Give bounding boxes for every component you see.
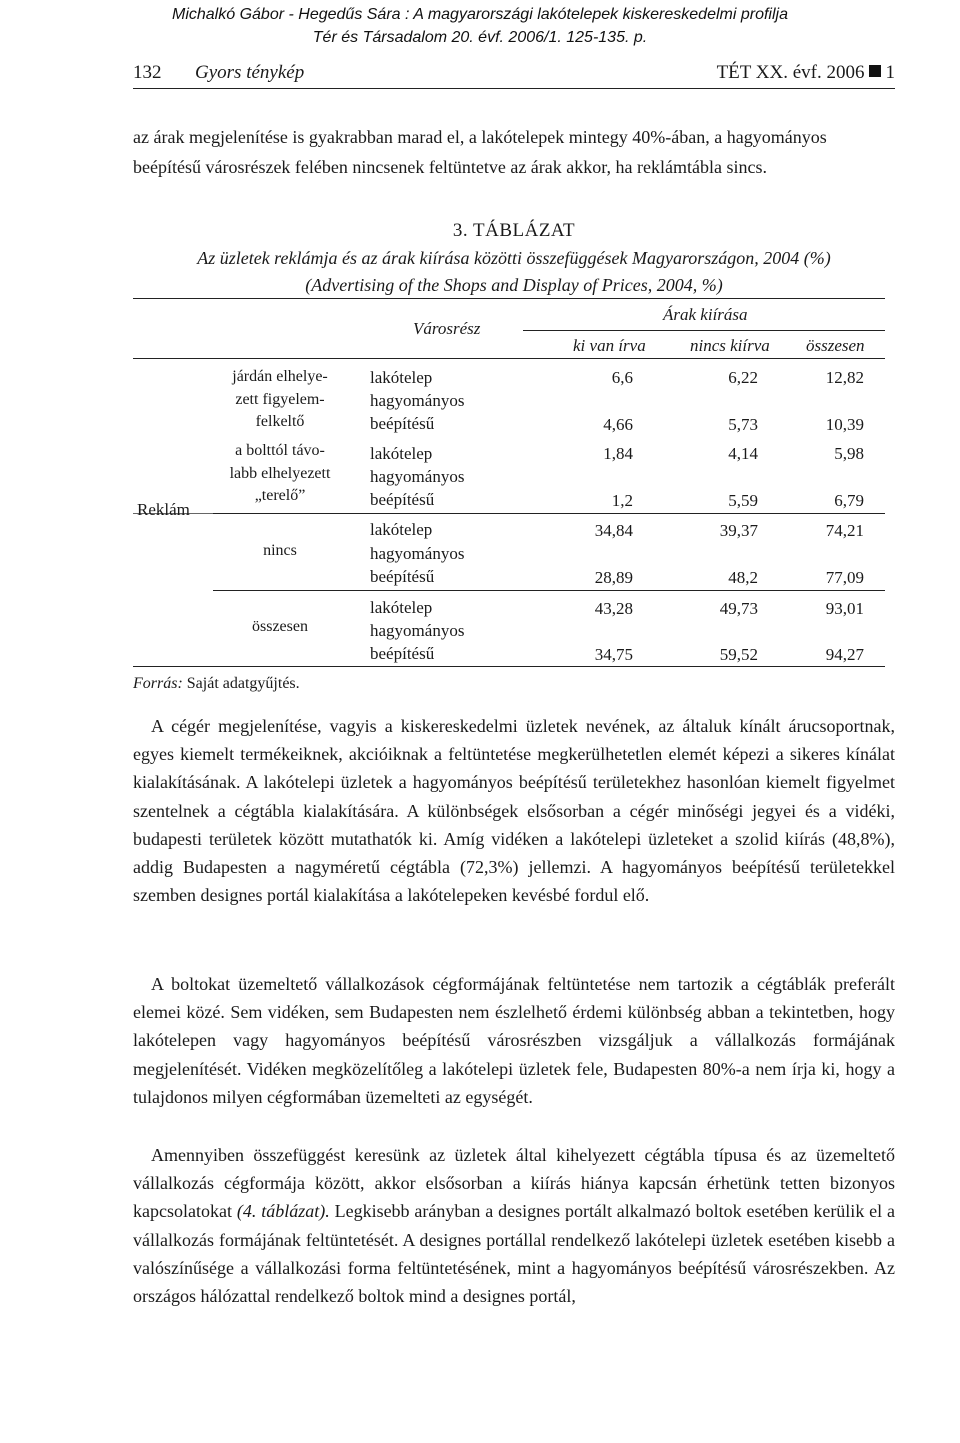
table-cell: 49,73	[719, 599, 758, 618]
table-reference: (4. táblázat).	[236, 1201, 330, 1222]
journal-issue-number: 1	[885, 62, 895, 83]
table-title: 3. TÁBLÁZAT	[452, 220, 576, 241]
table-cell: 34,84	[594, 521, 633, 540]
table-caption-english: (Advertising of the Shops and Display of Prices, 2004, %)	[305, 275, 723, 295]
group-label-line: nincs	[263, 542, 297, 559]
citation-line-source: Tér és Társadalom 20. évf. 2006/1. 125-135. p.	[312, 29, 648, 46]
area-beepitesu: beépítésű	[370, 414, 435, 433]
group-label-line: labb elhelyezett	[229, 464, 331, 482]
paragraph-intro: az árak megjelenítése is gyakrabban marad el, a lakótelepek mintegy 40%-ában, a hagyományos beépítésű városrészek felében nincsenek feltüntetve az árak akkor, ha reklámtábla sincs.	[133, 127, 827, 177]
table-cell: 6,79	[834, 491, 864, 510]
area-lakotelep: lakótelep	[370, 598, 433, 617]
table-source	[133, 675, 300, 693]
group-label-line: felkeltő	[255, 413, 305, 430]
area-beepitesu: beépítésű	[370, 490, 435, 509]
table-cell: 43,28	[594, 599, 633, 618]
paragraph-cegforma: A boltokat üzemeltető vállalkozások cégformájának feltüntetése nem tartozik a cégtáblák preferált elemei közé. Sem vidéken, sem Budapesten nem észlelhető érdemi különbség abban a tekintetben, hogy lakótelepen vagy hagyományos beépítésű városrészben vizsgáljuk a vállalkozás formájának megjelenítését. Vidéken megközelítőleg a lakótelepi üzletek fele, Budapesten 80%-a nem írja ki, hogy a tulajdonos milyen cégformában üzemelteti az egységét.	[133, 974, 895, 1107]
area-lakotelep: lakótelep	[370, 520, 433, 539]
header-col-nincs-kiirva: nincs kiírva	[690, 336, 770, 355]
table-cell: 4,14	[728, 444, 758, 463]
group-label-line: „terelő”	[254, 487, 306, 504]
area-hagyomanyos: hagyományos	[370, 621, 465, 640]
area-hagyomanyos: hagyományos	[370, 391, 465, 410]
header-col-ki-van-irva: ki van írva	[573, 336, 646, 355]
source-text: Saját adatgyűjtés.	[186, 675, 300, 692]
group-rule-1	[213, 513, 885, 514]
table-cell: 59,52	[719, 645, 758, 664]
area-beepitesu: beépítésű	[370, 567, 435, 586]
table-cell: 6,22	[728, 368, 758, 387]
area-lakotelep: lakótelep	[370, 444, 433, 463]
row-label-reklam: Reklám	[137, 500, 190, 519]
group-label-line: összesen	[252, 618, 308, 635]
group-label-line: zett figyelem-	[235, 390, 325, 408]
citation-line-authors: Michalkó Gábor - Hegedűs Sára : A magyarországi lakótelepek kiskereskedelmi profilja	[172, 6, 788, 23]
table-cell: 74,21	[825, 521, 864, 540]
table-top-rule	[133, 298, 885, 299]
paragraph-text: Amennyiben összefüggést keresünk az üzletek által kihelyezett cégtábla típusa és az üzemeltető vállalkozás cégformája között, akkor elsősorban a kiírás hiánya kapcsán érhetünk tetten bizonyos kapcsolatokat	[133, 1145, 895, 1222]
table-cell: 12,82	[825, 368, 864, 387]
journal-issue-label: TÉT XX. évf. 2006	[716, 62, 865, 83]
header-col-osszesen: összesen	[806, 336, 865, 355]
group-label	[205, 440, 355, 508]
table-cell: 1,84	[603, 444, 633, 463]
group-label	[205, 540, 355, 563]
table-caption-hungarian: Az üzletek reklámja és az árak kiírása közötti összefüggések Magyarországon, 2004 (%)	[197, 248, 831, 268]
journal-issue	[717, 62, 895, 84]
paragraph-osszefugges	[133, 1141, 895, 1310]
group-label	[205, 366, 355, 434]
table-cell: 6,6	[611, 368, 633, 387]
area-hagyomanyos: hagyományos	[370, 467, 465, 486]
table-cell: 94,27	[825, 645, 864, 664]
table-cell: 93,01	[825, 599, 864, 618]
table-cell: 48,2	[728, 568, 758, 587]
group-rule-2	[213, 590, 885, 591]
group-label	[205, 616, 355, 639]
table-cell: 77,09	[825, 568, 864, 587]
table-cell: 34,75	[594, 645, 633, 664]
table-cell: 1,2	[611, 491, 633, 510]
paragraph-text: Legkisebb arányban a designes portált alkalmazó boltok esetében kerülik el a vállalkozás formájának feltüntetését. A designes portállal rendelkező lakótelepi üzletek esetében kisebb a valószínűsége a vállalkozási forma feltüntetésének, mint a hagyományos beépítésű városrészekben. Az országos hálózattal rendelkező boltok mind a designes portál,	[133, 1201, 896, 1307]
table-cell: 5,59	[728, 491, 758, 510]
page-number: 132	[133, 62, 162, 83]
table-cell: 28,89	[594, 568, 633, 587]
running-head	[133, 62, 895, 89]
table-bottom-rule	[133, 666, 885, 667]
header-subrule	[523, 330, 885, 331]
table-cell: 4,66	[603, 415, 633, 434]
area-lakotelep: lakótelep	[370, 368, 433, 387]
header-varosresz: Városrész	[413, 319, 481, 338]
header-arak-kiirasa: Árak kiírása	[663, 305, 748, 324]
header-bottom-rule	[133, 358, 885, 359]
area-beepitesu: beépítésű	[370, 644, 435, 663]
table-cell: 39,37	[719, 521, 758, 540]
table-cell: 5,98	[834, 444, 864, 463]
square-bullet-icon	[869, 65, 881, 77]
group-label-line: a bolttól távo-	[235, 442, 325, 459]
section-name: Gyors ténykép	[195, 62, 305, 83]
table-cell: 5,73	[728, 415, 758, 434]
area-hagyomanyos: hagyományos	[370, 544, 465, 563]
table-cell: 10,39	[825, 415, 864, 434]
group-label-line: járdán elhelye-	[232, 368, 328, 385]
source-label: Forrás:	[133, 675, 183, 692]
paragraph-ceger: A cégér megjelenítése, vagyis a kiskereskedelmi üzletek nevének, az általuk kínált árucsoportnak, egyes kiemelt termékeiknek, akcióiknak a feltüntetése megkerülhetetlen elemét képezi a sikeres kínálat kialakításának. A lakótelepi üzletek a hagyományos beépítésű területekhez hasonlóan kiemelt figyelmet szentelnek a cégtábla kialakítására. A különbségek elsősorban a cégér minőségi jegyei és a vidéki, budapesti területek között mutathatók ki. Amíg vidéken a lakótelepi üzleteket a szolid kiírás (48,8%), addig Budapesten a nagyméretű cégtábla (72,3%) jellemzi. A hagyományos beépítésű területekkel szemben designes portál kialakítása a lakótelepeken kevésbé fordul elő.	[133, 716, 895, 906]
